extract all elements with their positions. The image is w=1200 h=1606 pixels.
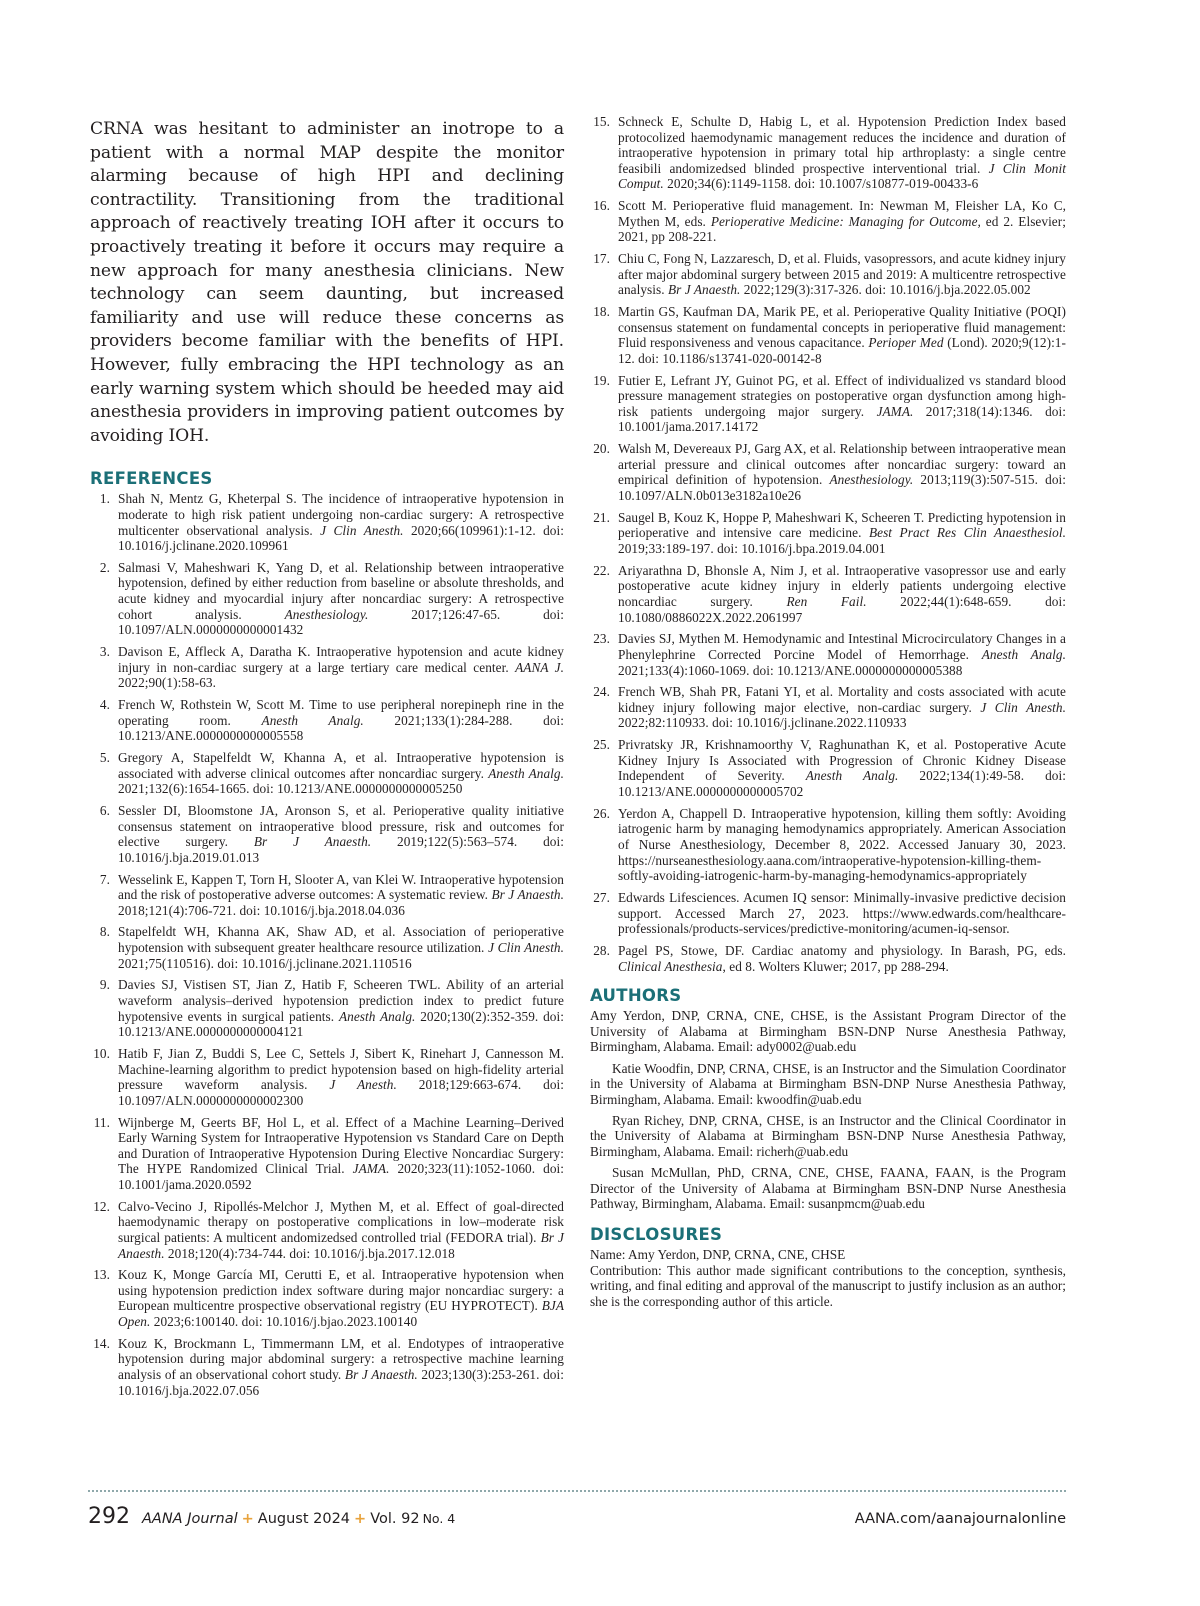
reference-item <box>590 198 1066 245</box>
reference-citation: Futier E, Lefrant JY, Guinot PG, et al. Effect of individualized vs standard blood pressure management strategies on postoperative organ dysfunction among high-risk patients undergoing major surgery. <box>618 372 1066 419</box>
reference-journal: Br J Anaesth. <box>491 887 565 903</box>
page-footer <box>88 1506 1066 1538</box>
reference-text <box>618 114 1066 192</box>
reference-text <box>618 737 1066 799</box>
reference-citation: Salmasi V, Maheshwari K, Yang D, et al. Relationship between intraoperative hypotension, defined by either reduction from baseline or absolute thresholds, and acute kidney and myocardial injury after noncardiac surgery: A retrospective cohort analysis. <box>118 559 564 622</box>
journal-website-link[interactable]: AANA.com/aanajournalonline <box>854 1511 1066 1527</box>
reference-citation: Chiu C, Fong N, Lazzaresch, D, et al. Fluids, vasopressors, and acute kidney injury after major abdominal surgery between 2015 and 2019: A multicentre retrospective analysis. <box>618 251 1066 298</box>
reference-citation: Ariyarathna D, Bhonsle A, Nim J, et al. Intraoperative vasopressor use and early postoperative acute kidney injury in elderly patients undergoing elective noncardiac surgery. <box>618 562 1066 609</box>
reference-details: 2020;66(109961):1-12. doi: 10.1016/j.jclinane.2020.109961 <box>118 522 564 554</box>
reference-text <box>118 1115 564 1193</box>
reference-journal: Anesth Analg. <box>261 712 364 728</box>
journal-name: AANA Journal <box>142 1511 238 1527</box>
reference-details: 2022;82:110933. doi: 10.1016/j.jclinane.2022.110933 <box>618 715 907 731</box>
reference-number: 7. <box>99 871 110 887</box>
reference-item <box>590 304 1066 366</box>
reference-number: 25. <box>593 737 610 753</box>
reference-item <box>90 872 564 919</box>
reference-text <box>118 1267 564 1329</box>
journal-info <box>142 1511 455 1527</box>
reference-citation: French W, Rothstein W, Scott M. Time to use peripheral norepineph rine in the operating room. <box>118 697 564 728</box>
reference-item <box>590 441 1066 503</box>
author-bio: Ryan Richey, DNP, CRNA, CHSE, is an Instructor and the Clinical Coordinator in the University of Alabama at Birmingham BSN-DNP Nurse Anesthesia Pathway, Birmingham, Alabama. Email: richerh@uab.edu <box>590 1112 1066 1160</box>
page-number: 292 <box>88 1504 130 1529</box>
reference-citation: Davies SJ, Mythen M. Hemodynamic and Intestinal Microcirculatory Changes in a Phenylephrine Corrected Porcine Model of Hemorrhage. <box>618 631 1066 662</box>
reference-number: 17. <box>593 251 610 267</box>
disclosures-heading: DISCLOSURES <box>590 1225 723 1245</box>
reference-details: 2019;122(5):563–574. doi: 10.1016/j.bja.2019.01.013 <box>118 834 564 865</box>
reference-details: 2023;130(3):253-261. doi: 10.1016/j.bja.2022.07.056 <box>118 1367 564 1398</box>
reference-journal: Clinical Anesthesia <box>618 958 723 974</box>
reference-citation: Hatib F, Jian Z, Buddi S, Lee C, Settels J, Sibert K, Rinehart J, Cannesson M. Machine-learning algorithm to predict hypotension based on high-fidelity arterial pressure waveform analysis. <box>118 1046 564 1093</box>
reference-details: 2021;133(4):1060-1069. doi: 10.1213/ANE.0000000000005388 <box>618 662 963 678</box>
reference-text <box>618 890 1066 937</box>
author-bio: Susan McMullan, PhD, CRNA, CNE, CHSE, FAANA, FAAN, is the Program Director of the University of Alabama at Birmingham BSN-DNP Nurse Anesthesia Pathway, Birmingham, Alabama. Email: susanpmcm@uab.edu <box>590 1165 1066 1212</box>
reference-citation: Kouz K, Monge García MI, Cerutti E, et al. Intraoperative hypotension when using hypotension prediction index software during major noncardiac surgery: a European multicentre prospective observational registry (EU HYPROTECT). <box>118 1267 564 1314</box>
reference-journal: JAMA. <box>876 403 914 419</box>
reference-citation: Calvo-Vecino J, Ripollés-Melchor J, Mythen M, et al. Effect of goal-directed haemodynamic therapy on postoperative complications in low–moderate risk surgical patients: A multicent andomizedsed controlled trial (FEDORA trial). <box>118 1198 564 1245</box>
reference-item <box>590 114 1066 192</box>
reference-text <box>618 198 1066 245</box>
reference-citation: Davies SJ, Vistisen ST, Jian Z, Hatib F, Scheeren TWL. Ability of an arterial waveform analysis–derived hypotension prediction index to predict future hypotensive events in surgical patients. <box>118 977 564 1024</box>
reference-journal: Anesth Analg. <box>981 646 1066 662</box>
reference-text <box>118 750 564 797</box>
reference-item <box>90 697 564 744</box>
reference-number: 5. <box>99 749 110 765</box>
reference-item <box>90 1046 564 1108</box>
reference-text <box>618 631 1066 678</box>
reference-details: 2018;120(4):734-744. doi: 10.1016/j.bja.2017.12.018 <box>164 1245 455 1261</box>
reference-number: 28. <box>593 942 610 958</box>
reference-number: 11. <box>93 1114 110 1130</box>
reference-item <box>590 563 1066 625</box>
reference-item <box>590 251 1066 298</box>
author-bio: Amy Yerdon, DNP, CRNA, CNE, CHSE, is the Assistant Program Director of the University of Alabama at Birmingham BSN-DNP Nurse Anesthesia Pathway, Birmingham, Alabama. Email: ady0002@uab.edu <box>590 1008 1066 1055</box>
reference-number: 10. <box>93 1046 110 1061</box>
reference-text <box>618 304 1066 366</box>
reference-item <box>590 631 1066 678</box>
reference-journal: Anesthesiology. <box>829 472 914 488</box>
reference-text <box>118 1046 564 1108</box>
reference-item <box>90 491 564 553</box>
reference-journal: Best Pract Res Clin Anaesthesiol. <box>868 525 1066 541</box>
reference-citation: Scott M. Perioperative fluid management. In: Newman M, Fleisher LA, Ko C, Mythen M, eds. <box>618 198 1066 229</box>
reference-details: 2018;129:663-674. doi: 10.1097/ALN.0000000000002300 <box>118 1077 565 1108</box>
reference-journal: J Clin Anesth. <box>320 522 404 538</box>
reference-journal: Anesthesiology. <box>284 606 369 622</box>
reference-details: 2018;121(4):706-721. doi: 10.1016/j.bja.2018.04.036 <box>118 902 405 918</box>
references-heading: REFERENCES <box>90 469 213 489</box>
disclosure-name: Name: Amy Yerdon, DNP, CRNA, CNE, CHSE <box>590 1247 846 1263</box>
reference-citation: Sessler DI, Bloomstone JA, Aronson S, et al. Perioperative quality initiative consensus statement on intraoperative blood pressure, risk and outcomes for elective surgery. <box>118 802 564 850</box>
reference-number: 2. <box>99 559 110 575</box>
reference-item <box>590 890 1066 937</box>
reference-number: 15. <box>593 114 610 129</box>
reference-text <box>118 1336 564 1398</box>
issue-number: No. 4 <box>422 1511 456 1526</box>
reference-number: 18. <box>593 304 610 320</box>
reference-journal: BJA Open. <box>118 1298 564 1330</box>
reference-citation: Saugel B, Kouz K, Hoppe P, Maheshwari K, Scheeren T. Predicting hypotension in perioperative and intensive care medicine. <box>618 509 1066 541</box>
reference-number: 12. <box>93 1198 110 1214</box>
reference-citation: Stapelfeldt WH, Khanna AK, Shaw AD, et al. Association of perioperative hypotension with subsequent greater healthcare resource utilization. <box>118 924 564 956</box>
reference-text <box>118 924 564 971</box>
reference-item <box>590 737 1066 799</box>
reference-number: 6. <box>99 802 110 818</box>
reference-details: 2022;129(3):317-326. doi: 10.1016/j.bja.2022.05.002 <box>740 282 1031 298</box>
reference-text <box>118 1199 564 1261</box>
reference-details: 2020;323(11):1052-1060. doi: 10.1001/jama.2020.0592 <box>118 1161 565 1192</box>
reference-text <box>618 563 1066 625</box>
reference-journal: J Clin Anesth. <box>980 699 1066 715</box>
reference-item <box>90 1336 564 1398</box>
reference-text <box>618 943 1066 974</box>
reference-citation: Davison E, Affleck A, Daratha K. Intraoperative hypotension and acute kidney injury in non-cardiac surgery at a large tertiary care medical center. <box>118 644 564 675</box>
reference-number: 21. <box>593 509 610 525</box>
reference-details: 2021;133(1):284-288. doi: 10.1213/ANE.0000000000005558 <box>118 712 565 744</box>
reference-text <box>118 697 564 744</box>
reference-journal: Br J Anaesth. <box>253 834 372 850</box>
authors-heading: AUTHORS <box>590 986 682 1006</box>
reference-number: 22. <box>593 562 610 578</box>
reference-details: 2017;318(14):1346. doi: 10.1001/jama.2017.14172 <box>618 403 1066 435</box>
reference-number: 19. <box>593 372 610 388</box>
left-column <box>90 118 564 1404</box>
reference-text <box>618 251 1066 298</box>
reference-item <box>590 806 1066 884</box>
reference-details: 2017;126:47-65. doi: 10.1097/ALN.0000000000001432 <box>118 606 564 638</box>
reference-details: 2022;134(1):49-58. doi: 10.1213/ANE.0000000000005702 <box>618 768 1066 800</box>
reference-details: 2019;33:189-197. doi: 10.1016/j.bpa.2019.04.001 <box>618 540 886 556</box>
reference-text <box>118 977 564 1039</box>
reference-item <box>90 1115 564 1193</box>
plus-separator-icon: + <box>241 1511 254 1527</box>
reference-number: 16. <box>593 198 610 214</box>
reference-journal: Ren Fail. <box>786 593 867 609</box>
reference-citation: Kouz K, Brockmann L, Timmermann LM, et al. Endotypes of intraoperative hypotension during major abdominal surgery: a retrospective machine learning analysis of an observational cohort study. <box>118 1335 564 1383</box>
plus-separator-icon: + <box>354 1511 367 1527</box>
references-list-left <box>90 491 564 1398</box>
reference-number: 3. <box>99 644 110 660</box>
reference-number: 1. <box>99 491 110 507</box>
reference-citation: Pagel PS, Stowe, DF. Cardiac anatomy and physiology. In Barash, PG, eds. <box>618 942 1066 958</box>
reference-journal: Br J Anaesth. <box>668 282 741 298</box>
reference-journal: Perioper Med <box>868 335 944 351</box>
reference-journal: AANA J. <box>515 659 564 675</box>
reference-text <box>618 510 1066 557</box>
intro-paragraph: CRNA was hesitant to administer an inotrope to a patient with a normal MAP despite the monitor alarming because of high HPI and declining contractility. Transitioning from the traditional approach of reactively treating IOH after it occurs to proactively treating it before it occurs may require a new approach for many anesthesia clinicians. New technology can seem daunting, but increased familiarity and use will reduce these concerns as providers become familiar with the benefits of HPI. However, fully embracing the HPI technology as an early warning system which should be heeded may aid anesthesia providers in improving patient outcomes by avoiding IOH. <box>90 119 564 446</box>
reference-number: 13. <box>93 1267 110 1283</box>
reference-number: 14. <box>93 1335 110 1351</box>
reference-citation: Martin GS, Kaufman DA, Marik PE, et al. Perioperative Quality Initiative (POQI) consensus statement on fundamental concepts in perioperative fluid management: Fluid responsiveness and venous capacitance. <box>618 304 1066 351</box>
reference-details: 2020;34(6):1149-1158. doi: 10.1007/s10877-019-00433-6 <box>663 176 979 192</box>
volume: Vol. 92 <box>370 1511 420 1527</box>
reference-details: 2023;6:100140. doi: 10.1016/j.bjao.2023.100140 <box>150 1314 418 1330</box>
reference-item <box>590 943 1066 974</box>
reference-citation: Shah N, Mentz G, Kheterpal S. The incidence of intraoperative hypotension in moderate to high risk patient undergoing non-cardiac surgery: A retrospective multicenter observational analysis. <box>118 491 564 538</box>
footer-divider <box>88 1490 1066 1492</box>
reference-citation: Gregory A, Stapelfeldt W, Khanna A, et al. Intraoperative hypotension is associated with adverse clinical outcomes after noncardiac surgery. <box>118 749 564 781</box>
reference-number: 27. <box>593 889 610 905</box>
reference-journal: J Clin Anesth. <box>488 940 565 956</box>
reference-journal: Br J Anaesth. <box>118 1229 564 1261</box>
reference-item <box>90 644 564 691</box>
reference-details: 2022;90(1):58-63. <box>118 675 216 691</box>
reference-citation: Privratsky JR, Krishnamoorthy V, Raghunathan K, et al. Postoperative Acute Kidney Injury Is Associated with Progression of Chronic Kidney Disease Independent of Severity. <box>618 737 1066 784</box>
reference-item <box>590 373 1066 435</box>
reference-number: 8. <box>99 924 110 940</box>
reference-number: 4. <box>99 697 110 712</box>
references-list-right <box>590 114 1066 974</box>
reference-item <box>90 803 564 865</box>
reference-citation: Wesselink E, Kappen T, Torn H, Slooter A, van Klei W. Intraoperative hypotension and the risk of postoperative adverse outcomes: A systematic review. <box>118 871 564 903</box>
reference-journal: Anesth Analg. <box>488 765 565 781</box>
reference-journal: J Clin Monit Comput. <box>618 160 1066 192</box>
reference-text <box>118 803 564 865</box>
reference-details: ed 2. Elsevier; 2021, pp 208-221. <box>618 213 1066 245</box>
reference-item <box>590 510 1066 557</box>
reference-journal: JAMA. <box>352 1161 390 1177</box>
reference-item <box>90 750 564 797</box>
reference-item <box>90 1199 564 1261</box>
reference-number: 20. <box>593 441 610 457</box>
reference-citation: Edwards Lifesciences. Acumen IQ sensor: Minimally-invasive predictive decision support. Accessed March 27, 2023. https://www.edwards.com/healthcare-professionals/products-services/predictive-monitoring/acumen-iq-sensor. <box>618 889 1066 937</box>
reference-journal: J Anesth. <box>329 1077 397 1093</box>
reference-details: 2020;130(2):352-359. doi: 10.1213/ANE.0000000000004121 <box>118 1008 564 1040</box>
reference-number: 9. <box>99 977 110 993</box>
reference-details: (Lond). 2020;9(12):1-12. doi: 10.1186/s13741-020-00142-8 <box>618 335 1066 366</box>
reference-journal: Anesth Analg. <box>805 768 899 784</box>
reference-text <box>618 684 1066 731</box>
reference-text <box>118 491 564 553</box>
reference-text <box>118 560 564 638</box>
reference-text <box>618 441 1066 503</box>
reference-number: 23. <box>593 631 610 647</box>
reference-number: 26. <box>593 805 610 821</box>
reference-citation: Walsh M, Devereaux PJ, Garg AX, et al. Relationship between intraoperative mean arterial pressure and clinical outcomes after noncardiac surgery: toward an empirical definition of hypotension. <box>618 441 1066 488</box>
reference-text <box>118 644 564 691</box>
reference-citation: Wijnberge M, Geerts BF, Hol L, et al. Effect of a Machine Learning–Derived Early Warning System for Intraoperative Hypotension vs Standard Care on Depth and Duration of Intraoperative Hypotension During Elective Noncardiac Surgery: The HYPE Randomized Clinical Trial. <box>118 1114 564 1177</box>
reference-text <box>618 373 1066 435</box>
reference-item <box>590 684 1066 731</box>
disclosure-contribution: Contribution: This author made significant contributions to the conception, synthesis, writing, and final editing and approval of the manuscript to justify inclusion as an author; she is the corresponding author of this article. <box>590 1262 1066 1309</box>
reference-item <box>90 924 564 971</box>
issue-date: August 2024 <box>257 1511 351 1527</box>
reference-details: , ed 8. Wolters Kluwer; 2017, pp 288-294. <box>722 958 949 974</box>
reference-details: 2021;132(6):1654-1665. doi: 10.1213/ANE.0000000000005250 <box>118 781 463 797</box>
reference-item <box>90 560 564 638</box>
reference-journal: Perioperative Medicine: Managing for Outcome, <box>710 213 981 229</box>
reference-text <box>618 806 1066 884</box>
reference-number: 24. <box>593 684 610 700</box>
reference-details: 2022;44(1):648-659. doi: 10.1080/0886022X.2022.2061997 <box>618 593 1066 625</box>
reference-text <box>118 872 564 919</box>
reference-journal: Anesth Analg. <box>338 1008 416 1024</box>
reference-details: 2013;119(3):507-515. doi: 10.1097/ALN.0b013e3182a10e26 <box>618 472 1067 503</box>
right-column <box>590 114 1066 1309</box>
reference-details: 2021;75(110516). doi: 10.1016/j.jclinane.2021.110516 <box>118 955 412 971</box>
reference-item <box>90 1267 564 1329</box>
reference-item <box>90 977 564 1039</box>
reference-citation: Yerdon A, Chappell D. Intraoperative hypotension, killing them softly: Avoiding iatrogenic harm by managing hemodynamics appropriately. American Association of Nurse Anesthesiology, December 8, 2022. Accessed January 30, 2023. https://nurseanesthesiology.aana.com/intraoperative-hypotension-killing-them-softly-avoiding-iatrogenic-harm-by-managing-hemodynamics-appropriately <box>618 805 1066 884</box>
reference-journal: Br J Anaesth. <box>344 1367 418 1383</box>
author-bio: Katie Woodfin, DNP, CRNA, CHSE, is an Instructor and the Simulation Coordinator in the University of Alabama at Birmingham BSN-DNP Nurse Anesthesia Pathway, Birmingham, Alabama. Email: kwoodfin@uab.edu <box>590 1060 1066 1107</box>
reference-citation: French WB, Shah PR, Fatani YI, et al. Mortality and costs associated with acute kidney injury following major elective, non-cardiac surgery. <box>618 684 1066 715</box>
reference-citation: Schneck E, Schulte D, Habig L, et al. Hypotension Prediction Index based protocolized haemodynamic management reduces the incidence and duration of intraoperative hypotension in primary total hip arthroplasty: a single centre feasibili andomizedsed blinded prospective interventional trial. <box>618 114 1066 176</box>
